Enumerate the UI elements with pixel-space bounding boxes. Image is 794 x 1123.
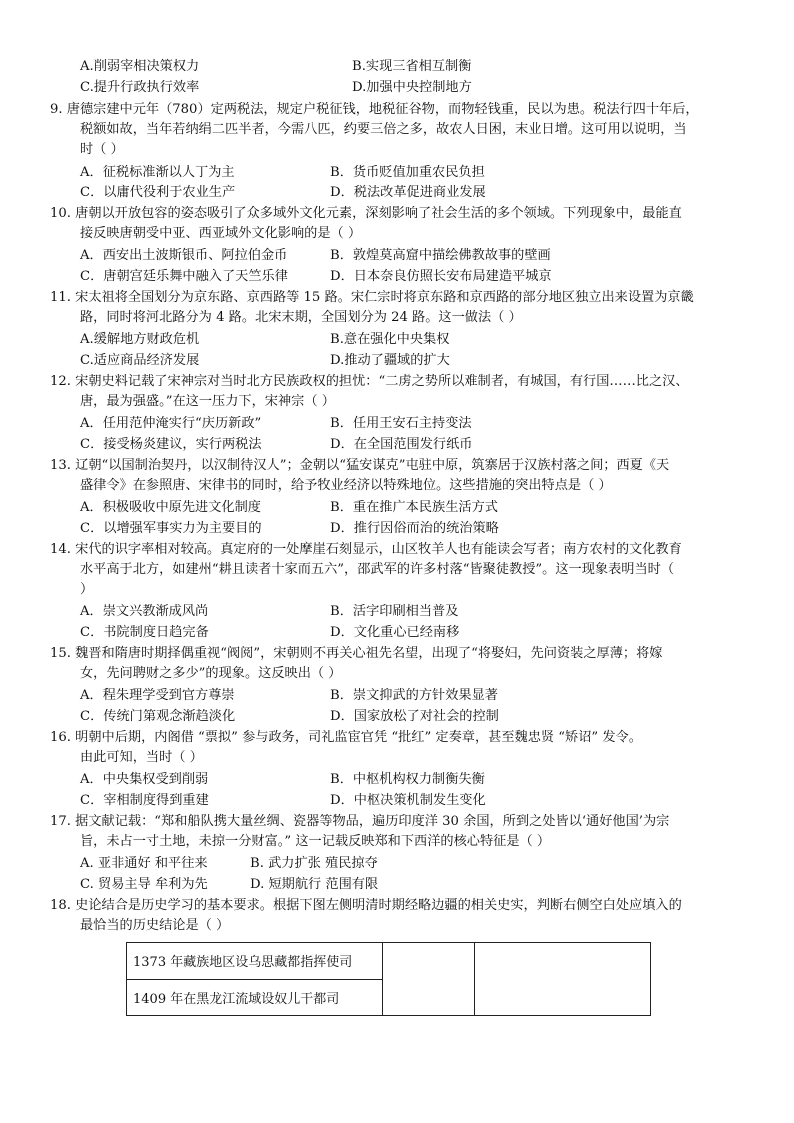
text-line: 15. 魏晋和隋唐时期择偶重视“阀阅”，宋朝则不再关心祖先名望，出现了“将娶妇，先问资装之厚薄；将嫁 — [50, 646, 663, 661]
text-line: D.推动了疆域的扩大 — [330, 353, 450, 368]
text-line: C．以庸代役利于农业生产 — [80, 185, 236, 200]
text-line: D．国家放松了对社会的控制 — [330, 709, 499, 724]
history-table — [126, 942, 650, 1016]
text-line: A. 亚非通好 和平往来 — [80, 856, 208, 871]
text-line: 由此可知，当时（ ） — [80, 750, 203, 765]
text-line: 11. 宋太祖将全国划分为京东路、京西路等 15 路。宋仁宗时将京东路和京西路的部分地区独立出来设置为京畿 — [50, 290, 694, 305]
text-line: A．征税标准渐以人丁为主 — [80, 165, 235, 180]
text-line: C．传统门第观念渐趋淡化 — [80, 709, 236, 724]
text-line: 税额如故，当年若纳绢二匹半者，今需八匹，约要三倍之多，故农人日困，末业日增。这可用以说明，当 — [80, 122, 687, 137]
text-line: D．文化重心已经南移 — [330, 625, 460, 640]
table-cell-blank-conclusion — [475, 943, 651, 1016]
text-line: B．崇文抑武的方针效果显著 — [330, 688, 498, 703]
text-line: 14. 宋代的识字率相对较高。真定府的一处摩崖石刻显示，山区牧羊人也有能读会写者；南方农村的文化教育 — [50, 542, 682, 557]
text-line: 10. 唐朝以开放包容的姿态吸引了众多域外文化元素，深刻影响了社会生活的多个领域。下列现象中，最能直 — [50, 206, 682, 221]
text-line: 13. 辽朝“以国制治契丹，以汉制待汉人”；金朝以“猛安谋克”屯驻中原，筑寨居于汉族村落之间；西夏《天 — [50, 458, 670, 473]
text-line: 唐，最为强盛。”在这一压力下，宋神宗（ ） — [80, 394, 335, 409]
text-line: B．敦煌莫高窟中描绘佛教故事的壁画 — [330, 248, 551, 263]
table-cell-blank-middle — [383, 943, 475, 1016]
text-line: D．税法改革促进商业发展 — [330, 185, 486, 200]
text-line: A．积极吸收中原先进文化制度 — [80, 500, 261, 515]
text-line: A.缓解地方财政危机 — [80, 332, 200, 347]
text-line: A．西安出土波斯银币、阿拉伯金币 — [80, 248, 288, 263]
text-line: B．活字印刷相当普及 — [330, 604, 459, 619]
text-line: D. 短期航行 范围有限 — [250, 877, 379, 892]
table-cell-event: 1409 年在黑龙江流域设奴儿干都司 — [127, 979, 383, 1016]
text-line: 女，先问聘财之多少”的现象。这反映出（ ） — [80, 666, 342, 681]
text-line: ） — [80, 582, 94, 597]
text-line: 最恰当的历史结论是（ ） — [80, 918, 230, 933]
table-row — [127, 943, 651, 980]
text-line: C．唐朝宫廷乐舞中融入了天竺乐律 — [80, 269, 288, 284]
text-line: B. 武力扩张 殖民掠夺 — [250, 856, 378, 871]
text-line: B.意在强化中央集权 — [330, 332, 450, 347]
text-line: 16. 明朝中后期，内阁借 “票拟” 参与政务，司礼监宦官凭 “批红” 定奏章，甚至魏忠贤 “矫诏” 发令。 — [50, 730, 642, 745]
text-line: C.提升行政执行效率 — [80, 80, 200, 95]
text-line: A.削弱宰相决策权力 — [80, 59, 200, 74]
table-cell-event: 1373 年藏族地区设乌思藏都指挥使司 — [127, 943, 383, 980]
text-line: D.加强中央控制地方 — [352, 80, 472, 95]
text-line: D．中枢决策机制发生变化 — [330, 793, 486, 808]
text-line: 时（ ） — [80, 142, 124, 157]
text-line: 路，同时将河北路分为 4 路。北宋末期，全国划分为 24 路。这一做法（ ） — [80, 310, 522, 325]
text-line: C．宰相制度得到重建 — [80, 793, 209, 808]
text-line: A．中央集权受到削弱 — [80, 772, 209, 787]
table — [126, 942, 651, 1016]
text-line: C．书院制度日趋完备 — [80, 625, 209, 640]
text-line: C. 贸易主导 牟利为先 — [80, 877, 208, 892]
text-line: B．重在推广本民族生活方式 — [330, 500, 498, 515]
text-line: D．日本奈良仿照长安布局建造平城京 — [330, 269, 552, 284]
text-line: C.适应商品经济发展 — [80, 353, 200, 368]
text-line: B．货币贬值加重农民负担 — [330, 165, 485, 180]
text-line: C．接受杨炎建议，实行两税法 — [80, 437, 262, 452]
text-line: A．任用范仲淹实行“庆历新政” — [80, 416, 262, 431]
text-line: 17. 据文献记载：“郑和船队携大量丝绸、瓷器等物品，遍历印度洋 30 余国，所到之处皆以‘通好他国’为宗 — [50, 814, 670, 829]
text-line: 盛律令》在参照唐、宋律书的同时，给予牧业经济以特殊地位。这些措施的突出特点是（ ） — [80, 478, 612, 493]
text-line: 水平高于北方，如建州“耕且读者十家而五六”，邵武军的许多村落“皆聚徒教授”。这一现象表明当时（ — [80, 562, 675, 577]
text-line: 接反映唐朝受中亚、西亚域外文化影响的是（ ） — [80, 226, 362, 241]
text-line: 9. 唐德宗建中元年（780）定两税法，规定户税征钱，地税征谷物，而物轻钱重，民以为患。税法行四十年后， — [50, 102, 699, 117]
text-line: 旨，未占一寸土地，未掠一分财富。” 这一记载反映郑和下西洋的核心特征是（ ） — [80, 834, 551, 849]
text-line: B.实现三省相互制衡 — [352, 59, 472, 74]
text-line: B．中枢机构权力制衡失衡 — [330, 772, 485, 787]
text-line: D．在全国范围发行纸币 — [330, 437, 473, 452]
text-line: 18. 史论结合是历史学习的基本要求。根据下图左侧明清时期经略边疆的相关史实，判断右侧空白处应填入的 — [50, 898, 682, 913]
text-line: B．任用王安石主持变法 — [330, 416, 472, 431]
text-line: A．崇文兴教渐成风尚 — [80, 604, 209, 619]
text-line: A．程朱理学受到官方尊崇 — [80, 688, 235, 703]
text-line: D．推行因俗而治的统治策略 — [330, 521, 499, 536]
text-line: 12. 宋朝史料记载了宋神宗对当时北方民族政权的担忧：“二虏之势所以难制者，有城国，有行国……比之汉、 — [50, 374, 689, 389]
text-line: C．以增强军事实力为主要目的 — [80, 521, 262, 536]
